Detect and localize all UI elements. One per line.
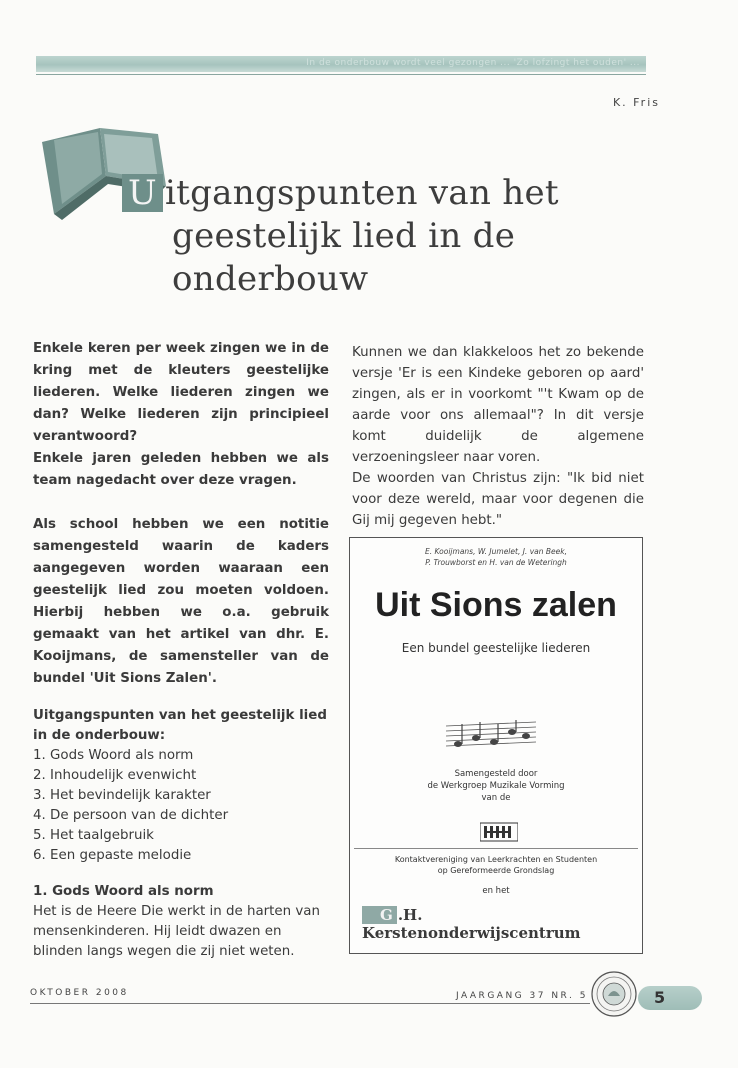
advert-kersten-centre (362, 906, 634, 942)
list-item: 6. Een gepaste melodie (33, 848, 192, 863)
advert-compiled-line-3: van de (481, 793, 511, 803)
klsg-logo-icon (480, 821, 518, 843)
kersten-initial: G (362, 906, 397, 924)
list-item: 1. Gods Woord als norm (33, 748, 194, 763)
advert-compiled-by (350, 768, 642, 804)
intro-paragraph-3: Als school hebben we een notitie samengesteld waarin de kaders aangegeven worden waaraan een geestelijk lied zou moeten voldoen. Hierbij hebben we o.a. gebruik gemaakt van het artikel van dhr. E. Kooijmans, de samensteller van de bundel 'Uit Sions Zalen'. (33, 517, 329, 686)
book-advert (349, 537, 643, 954)
advert-compiled-line-1: Samengesteld door (454, 769, 538, 779)
advert-compiled-line-2: de Werkgroep Muzikale Vorming (427, 781, 565, 791)
list-item: 3. Het bevindelijk karakter (33, 788, 211, 803)
list-heading: Uitgangspunten van het geestelijk lied in de onderbouw: (33, 708, 327, 743)
intro-paragraph-1: Enkele keren per week zingen we in de kring met de kleuters geestelijke liederen. Welke liederen zingen we dan? Welke liederen zijn principieel verantwoord? (33, 341, 329, 444)
header-band (36, 56, 646, 72)
advert-and-the: en het (482, 886, 510, 896)
page-number: 5 (654, 988, 666, 1007)
advert-authors-line-1: E. Kooijmans, W. Jumelet, J. van Beek, (425, 547, 567, 556)
advert-organisation-line-1: Kontaktvereniging van Leerkrachten en Studenten (394, 855, 598, 864)
advert-subtitle: Een bundel geestelijke liederen (401, 641, 591, 655)
advert-title: Uit Sions zalen (375, 586, 617, 624)
section-text: Het is de Heere Die werkt in de harten van mensenkinderen. Hij leidt dwazen en blinden langs wegen die zij niet weten. (33, 904, 321, 959)
title-line-1: itgangspunten van het (164, 173, 559, 213)
advert-organisation (350, 854, 642, 876)
intro-paragraph-2: Enkele jaren geleden hebben we als team nagedacht over deze vragen. (33, 451, 329, 488)
article-title (122, 172, 682, 301)
section-heading: 1. Gods Woord als norm (33, 884, 214, 899)
advert-authors-line-2: P. Trouwborst en H. van de Weteringh (425, 558, 567, 567)
kersten-name: .H. Kerstenonderwijscentrum (362, 906, 581, 942)
seal-icon (590, 970, 638, 1018)
title-line-2: geestelijk lied in de (172, 216, 516, 256)
principles-list (33, 746, 329, 866)
footer-issue: JAARGANG 37 NR. 5 (456, 991, 588, 1001)
page-number-badge (638, 986, 702, 1010)
footer-date: OKTOBER 2008 (30, 988, 129, 998)
advert-authors (350, 546, 642, 568)
header-band-text: In de onderbouw wordt veel gezongen ... 'Zo lofzingt het ouden' ... (306, 58, 640, 68)
music-notes-icon (446, 718, 536, 754)
title-initial: U (122, 174, 163, 212)
right-paragraph-2: De woorden van Christus zijn: "Ik bid niet voor deze wereld, maar voor degenen die Gij mij gegeven hebt." (352, 471, 644, 528)
footer-divider (30, 1003, 590, 1004)
left-column (33, 338, 329, 962)
header-divider (36, 74, 646, 75)
author-name: K. Fris (612, 96, 660, 109)
title-line-3: onderbouw (172, 259, 369, 299)
advert-organisation-line-2: op Gereformeerde Grondslag (437, 866, 555, 875)
advert-divider (354, 848, 638, 849)
right-paragraph-1: Kunnen we dan klakkeloos het zo bekende versje 'Er is een Kindeke geboren op aard' zingen, als er in voorkomt "'t Kwam op de aarde voor ons allemaal"? In dit versje komt duidelijk de algemene verzoeningsleer naar voren. (352, 345, 644, 465)
right-column (352, 342, 644, 531)
list-item: 4. De persoon van de dichter (33, 808, 229, 823)
list-item: 5. Het taalgebruik (33, 828, 154, 843)
list-item: 2. Inhoudelijk evenwicht (33, 768, 197, 783)
